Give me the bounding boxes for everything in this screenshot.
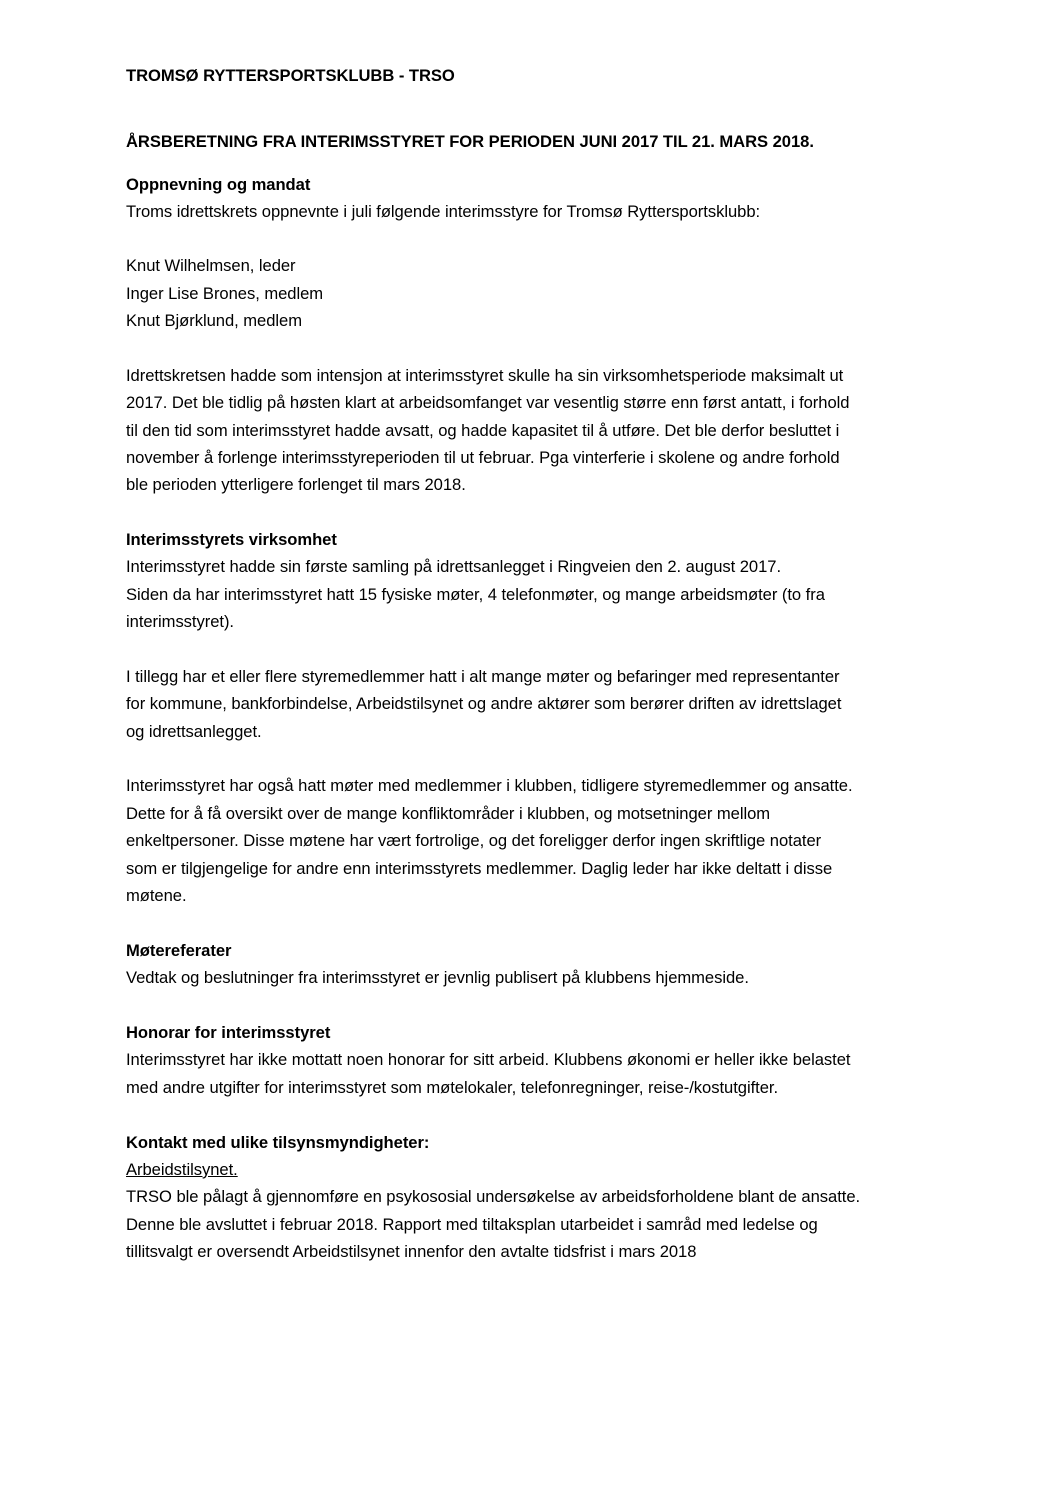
club-name-heading: TROMSØ RYTTERSPORTSKLUBB - TRSO: [126, 66, 455, 85]
paragraph-line: Interimsstyret har også hatt møter med medlemmer i klubben, tidligere styremedlemmer og ansatte.: [126, 776, 853, 795]
member-line: Knut Bjørklund, medlem: [126, 311, 302, 330]
section-heading-oppnevning: Oppnevning og mandat: [126, 175, 311, 194]
subheading-arbeidstilsynet: Arbeidstilsynet.: [126, 1160, 238, 1179]
paragraph-line: I tillegg har et eller flere styremedlemmer hatt i alt mange møter og befaringer med representanter: [126, 667, 840, 686]
paragraph-line: Idrettskretsen hadde som intensjon at interimsstyret skulle ha sin virksomhetsperiode maksimalt ut: [126, 366, 844, 385]
paragraph-line: november å forlenge interimsstyreperioden til ut februar. Pga vinterferie i skolene og andre forhold: [126, 448, 840, 467]
paragraph-line: Dette for å få oversikt over de mange konfliktområder i klubben, og motsetninger mellom: [126, 804, 771, 823]
paragraph-line: ble perioden ytterligere forlenget til mars 2018.: [126, 475, 466, 494]
oppnevning-intro: Troms idrettskrets oppnevnte i juli følgende interimsstyre for Tromsø Ryttersportsklubb:: [126, 202, 761, 221]
paragraph-line: enkeltpersoner. Disse møtene har vært fortrolige, og det foreligger derfor ingen skriftlige notater: [126, 831, 822, 850]
member-line: Knut Wilhelmsen, leder: [126, 256, 296, 275]
paragraph-line: møtene.: [126, 886, 187, 905]
paragraph-line: 2017. Det ble tidlig på høsten klart at arbeidsomfanget var vesentlig større enn først antatt, i forhold: [126, 393, 850, 412]
section-heading-motereferater: Møtereferater: [126, 941, 232, 960]
section-heading-honorar: Honorar for interimsstyret: [126, 1023, 331, 1042]
paragraph-line: til den tid som interimsstyret hadde avsatt, og hadde kapasitet til å utføre. Det ble derfor besluttet i: [126, 421, 840, 440]
paragraph-line: for kommune, bankforbindelse, Arbeidstilsynet og andre aktører som berører driften av idrettslaget: [126, 694, 842, 713]
paragraph-line: tillitsvalgt er oversendt Arbeidstilsynet innenfor den avtalte tidsfrist i mars 2018: [126, 1242, 697, 1261]
paragraph-line: Interimsstyret hadde sin første samling på idrettsanlegget i Ringveien den 2. august 2017.: [126, 557, 782, 576]
paragraph-line: interimsstyret).: [126, 612, 234, 631]
paragraph-line: Vedtak og beslutninger fra interimsstyret er jevnlig publisert på klubbens hjemmeside.: [126, 968, 749, 987]
section-heading-kontakt: Kontakt med ulike tilsynsmyndigheter:: [126, 1133, 430, 1152]
paragraph-line: TRSO ble pålagt å gjennomføre en psykososial undersøkelse av arbeidsforholdene blant de ansatte.: [126, 1187, 861, 1206]
paragraph-line: med andre utgifter for interimsstyret som møtelokaler, telefonregninger, reise-/kostutgifter.: [126, 1078, 779, 1097]
paragraph-line: Interimsstyret har ikke mottatt noen honorar for sitt arbeid. Klubbens økonomi er heller ikke belastet: [126, 1050, 851, 1069]
paragraph-line: som er tilgjengelige for andre enn interimsstyrets medlemmer. Daglig leder har ikke deltatt i disse: [126, 859, 833, 878]
paragraph-line: og idrettsanlegget.: [126, 722, 262, 741]
paragraph-line: Siden da har interimsstyret hatt 15 fysiske møter, 4 telefonmøter, og mange arbeidsmøter (to fra: [126, 585, 825, 604]
section-heading-virksomhet: Interimsstyrets virksomhet: [126, 530, 337, 549]
paragraph-line: Denne ble avsluttet i februar 2018. Rapport med tiltaksplan utarbeidet i samråd med ledelse og: [126, 1215, 818, 1234]
member-line: Inger Lise Brones, medlem: [126, 284, 324, 303]
report-title: ÅRSBERETNING FRA INTERIMSSTYRET FOR PERIODEN JUNI 2017 TIL 21. MARS 2018.: [126, 132, 814, 151]
